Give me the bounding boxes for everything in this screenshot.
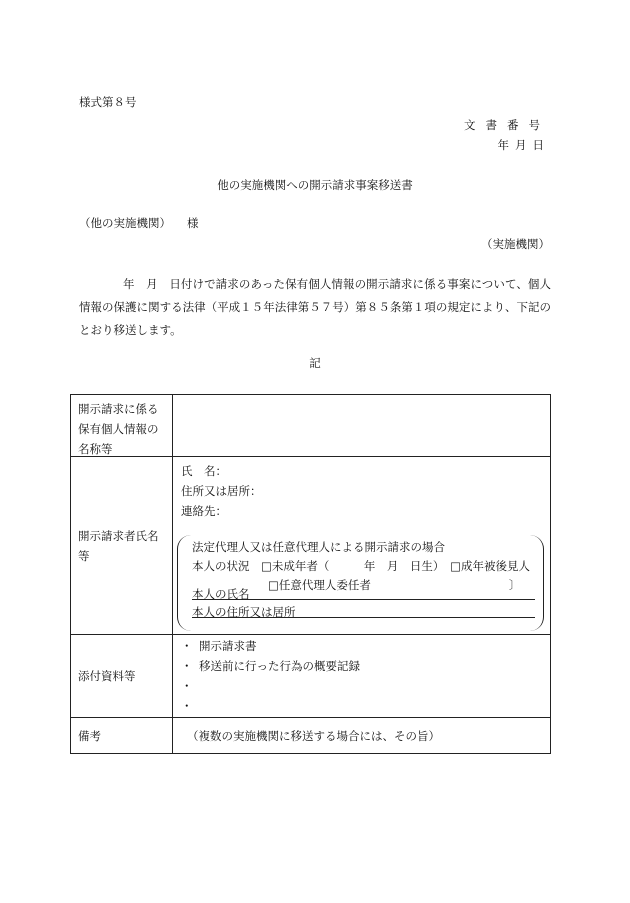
table-row-requester [71, 456, 550, 634]
proxy-bracket [177, 535, 544, 631]
table-row-info-name [71, 395, 550, 456]
proxy-ward-checkbox[interactable]: □成年被後見人 [450, 559, 530, 573]
attachment-text: 移送前に行った行為の概要記録 [199, 659, 360, 673]
proxy-status-label: 本人の状況 [192, 559, 250, 573]
attachment-item [181, 641, 257, 653]
document-number-label: 文書番号 [464, 118, 550, 132]
ki-heading: 記 [309, 356, 321, 370]
document-title: 他の実施機関への開示請求事案移送書 [217, 178, 413, 192]
transfer-table [70, 394, 551, 754]
addressee [79, 218, 199, 230]
bullet: ・ [181, 659, 193, 673]
proxy-title: 法定代理人又は任意代理人による開示請求の場合 [192, 540, 445, 554]
addressee-suffix: 様 [187, 216, 199, 230]
proxy-status [192, 561, 530, 573]
proxy-agent [268, 580, 520, 592]
row-label-info-name: 開示請求に係る保有個人情報の名称等 [71, 395, 173, 456]
proxy-person-address-line [192, 617, 535, 618]
row-value-info-name [173, 395, 550, 456]
proxy-minor-checkbox[interactable]: □未成年者（ 年 月 日生） [261, 559, 439, 573]
body-text: 年 月 日付けで請求のあった保有個人情報の開示請求に係る事案について、個人情報の保護に関する法律（平成１５年法律第５７号）第８５条第１項の規定により、下記のとおり移送します。 [79, 277, 551, 337]
attachment-text: 開示請求書 [199, 639, 257, 653]
attachment-item [181, 661, 360, 673]
proxy-agent-checkbox[interactable]: □任意代理人委任者 [268, 578, 371, 592]
proxy-person-name-label: 本人の氏名 [192, 587, 250, 601]
attachment-item [181, 701, 199, 713]
addressee-name: （他の実施機関） [79, 216, 171, 230]
row-label-attachments: 添付資料等 [71, 635, 173, 717]
row-value-attachments [173, 635, 550, 717]
proxy-close-bracket: 〕 [508, 578, 521, 592]
requester-contact-label: 連絡先： [181, 504, 227, 518]
bullet: ・ [181, 639, 193, 653]
proxy-person-address-label: 本人の住所又は居所 [192, 605, 296, 619]
attachment-item [181, 681, 199, 693]
form-number: 様式第８号 [79, 95, 137, 109]
row-label-remarks: 備考 [71, 718, 173, 753]
table-row-attachments [71, 634, 550, 717]
table-row-remarks [71, 717, 550, 753]
requester-address-label: 住所又は居所： [181, 484, 262, 498]
requester-name-label: 氏 名： [181, 464, 227, 478]
sender: （実施機関） [481, 237, 550, 251]
proxy-person-name-line [192, 599, 535, 600]
row-value-requester [173, 457, 550, 634]
row-value-remarks [173, 718, 550, 753]
row-label-requester: 開示請求者氏名等 [71, 457, 173, 634]
bullet: ・ [181, 699, 193, 713]
bullet: ・ [181, 679, 193, 693]
remarks-text: （複数の実施機関に移送する場合には、その旨） [187, 728, 440, 743]
document-date-label: 年月日 [497, 138, 550, 152]
